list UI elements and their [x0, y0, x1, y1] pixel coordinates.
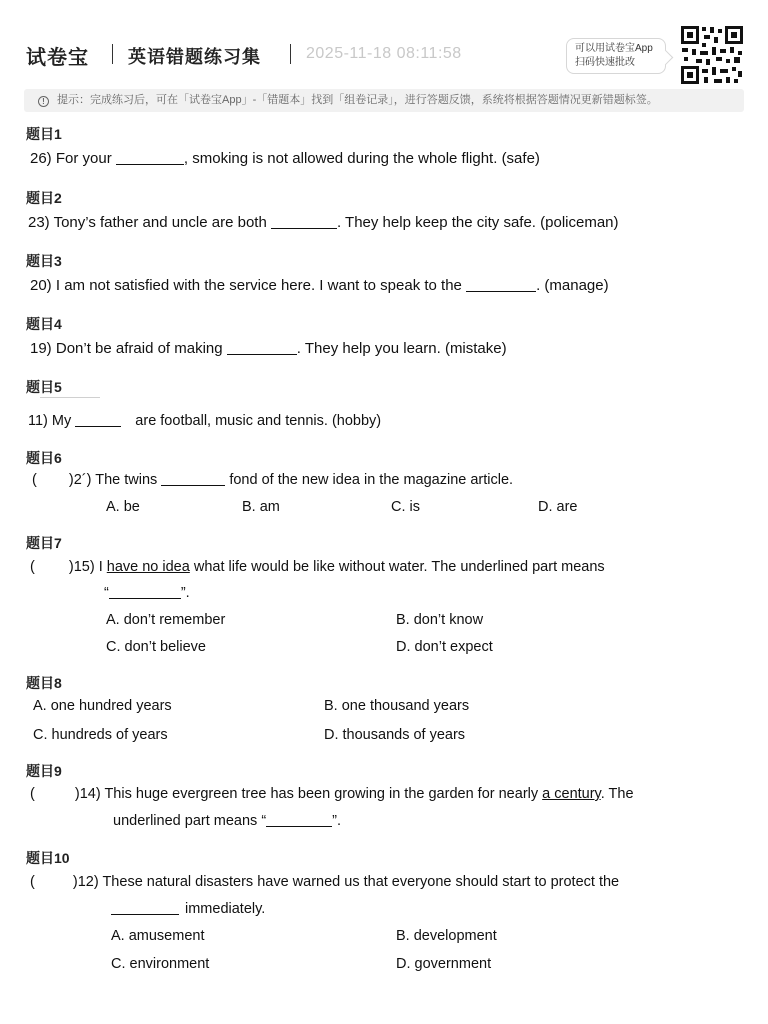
- question-text: [30, 786, 634, 802]
- question-stem-pre: I am not satisfied with the service here. I want to speak to the: [55, 277, 462, 294]
- question-title: 题目2: [26, 190, 62, 206]
- question-text: [30, 340, 507, 357]
- question-stem-line2: underlined part means “: [113, 813, 267, 829]
- option-a[interactable]: A. amusement: [111, 928, 205, 944]
- question-number: 20): [30, 277, 52, 294]
- question-number: 19): [30, 340, 52, 357]
- question-stem-post: . (manage): [536, 277, 609, 294]
- question-text: [30, 277, 609, 294]
- question-stem-pre: This huge evergreen tree has been growing in the garden for nearly: [104, 786, 539, 802]
- option-b[interactable]: B. development: [396, 928, 497, 944]
- question-text: [28, 413, 381, 429]
- answer-blank[interactable]: [109, 585, 181, 599]
- question-stem-pre: Tony’s father and uncle are both: [53, 214, 267, 231]
- question-number: )14): [74, 786, 101, 802]
- document-title: 英语错题练习集: [128, 47, 261, 67]
- question-number: )2´): [68, 472, 92, 488]
- question-text: [30, 874, 619, 890]
- option-d[interactable]: D. government: [396, 956, 492, 972]
- question-stem-post: what life would be like without water. The underlined part means: [193, 559, 605, 575]
- question-title: 题目8: [26, 675, 62, 691]
- question-stem-post: . The: [600, 786, 634, 802]
- question-number: 26): [30, 150, 52, 167]
- answer-blank[interactable]: [116, 151, 184, 165]
- question-title: 题目7: [26, 535, 62, 551]
- answer-blank[interactable]: [227, 341, 297, 355]
- question-title: 题目6: [26, 450, 62, 466]
- option-d[interactable]: D. are: [538, 499, 578, 515]
- quote-open: “: [104, 585, 109, 601]
- qr-code-icon[interactable]: [680, 25, 744, 85]
- question-text-line2: [111, 901, 265, 917]
- answer-blank[interactable]: [466, 278, 536, 292]
- question-stem-post: are football, music and tennis. (hobby): [135, 413, 382, 429]
- question-stem-line2: immediately.: [185, 901, 266, 917]
- question-text: [28, 214, 619, 231]
- answer-paren-open: (: [30, 874, 35, 890]
- option-c[interactable]: C. is: [391, 499, 420, 515]
- answer-blank[interactable]: [75, 413, 121, 427]
- option-c[interactable]: C. don’t believe: [106, 639, 206, 655]
- question-number: 23): [28, 214, 50, 231]
- question-title: 题目10: [26, 850, 70, 866]
- option-a[interactable]: A. one hundred years: [33, 698, 172, 714]
- question-text: [30, 559, 605, 575]
- brand-name: 试卷宝: [26, 47, 89, 69]
- question-title: 题目4: [26, 316, 62, 332]
- question-number: )15): [68, 559, 95, 575]
- quote-close: ”.: [180, 585, 190, 601]
- header-divider: [112, 44, 113, 64]
- question-stem-post: fond of the new idea in the magazine article.: [229, 472, 514, 488]
- answer-blank[interactable]: [271, 215, 337, 229]
- tip-bar: [24, 89, 744, 112]
- answer-blank[interactable]: [161, 472, 225, 486]
- option-b[interactable]: B. one thousand years: [324, 698, 470, 714]
- question-number: )12): [72, 874, 99, 890]
- timestamp: 2025-11-18 08:11:58: [306, 45, 462, 62]
- question-stem-pre: I: [98, 559, 103, 575]
- page-header: [0, 0, 768, 90]
- question-stem-pre: Don’t be afraid of making: [55, 340, 223, 357]
- info-icon: !: [38, 96, 49, 107]
- tip-text: 提示：完成练习后，可在「试卷宝App」-「错题本」找到「组卷记录」，进行答题反馈，系统将根据答题情况更新错题标签。: [57, 94, 658, 106]
- question-stem-post: . They help keep the city safe. (policeman): [336, 214, 619, 231]
- quote-close: ”.: [332, 813, 342, 829]
- option-b[interactable]: B. am: [242, 499, 280, 515]
- question-stem-post: . They help you learn. (mistake): [296, 340, 507, 357]
- question-text: [30, 150, 540, 167]
- answer-paren-open: (: [30, 559, 35, 575]
- question-title: 题目3: [26, 253, 62, 269]
- question-stem-post: , smoking is not allowed during the whole flight. (safe): [183, 150, 540, 167]
- option-d[interactable]: D. thousands of years: [324, 727, 466, 743]
- question-title: 题目9: [26, 763, 62, 779]
- question-title: 题目1: [26, 126, 62, 142]
- question-number: 11): [28, 413, 48, 429]
- header-divider: [290, 44, 291, 64]
- question-text-line2: [113, 813, 341, 829]
- option-b[interactable]: B. don’t know: [396, 612, 484, 628]
- option-a[interactable]: A. be: [106, 499, 140, 515]
- question-title: 题目5: [26, 379, 62, 395]
- answer-paren-open: (: [32, 472, 37, 488]
- underlined-phrase: a century: [542, 786, 601, 802]
- answer-paren-open: (: [30, 786, 35, 802]
- app-hint-line2: 扫码快速批改: [575, 57, 635, 68]
- app-hint-line1: 可以用试卷宝App: [575, 43, 653, 54]
- option-c[interactable]: C. hundreds of years: [33, 727, 168, 743]
- question-stem-pre: These natural disasters have warned us that everyone should start to protect the: [102, 874, 620, 890]
- option-d[interactable]: D. don’t expect: [396, 639, 493, 655]
- app-hint-bubble: [566, 38, 666, 74]
- question-text-line2: [104, 585, 190, 601]
- question-stem-pre: For your: [55, 150, 112, 167]
- answer-blank[interactable]: [266, 813, 332, 827]
- option-a[interactable]: A. don’t remember: [106, 612, 226, 628]
- cropped-text-fragment: [40, 392, 100, 398]
- question-text: [32, 472, 513, 488]
- option-c[interactable]: C. environment: [111, 956, 210, 972]
- question-stem-pre: My: [51, 413, 72, 429]
- underlined-phrase: have no idea: [106, 559, 190, 575]
- question-stem-pre: The twins: [95, 472, 158, 488]
- answer-blank[interactable]: [111, 901, 179, 915]
